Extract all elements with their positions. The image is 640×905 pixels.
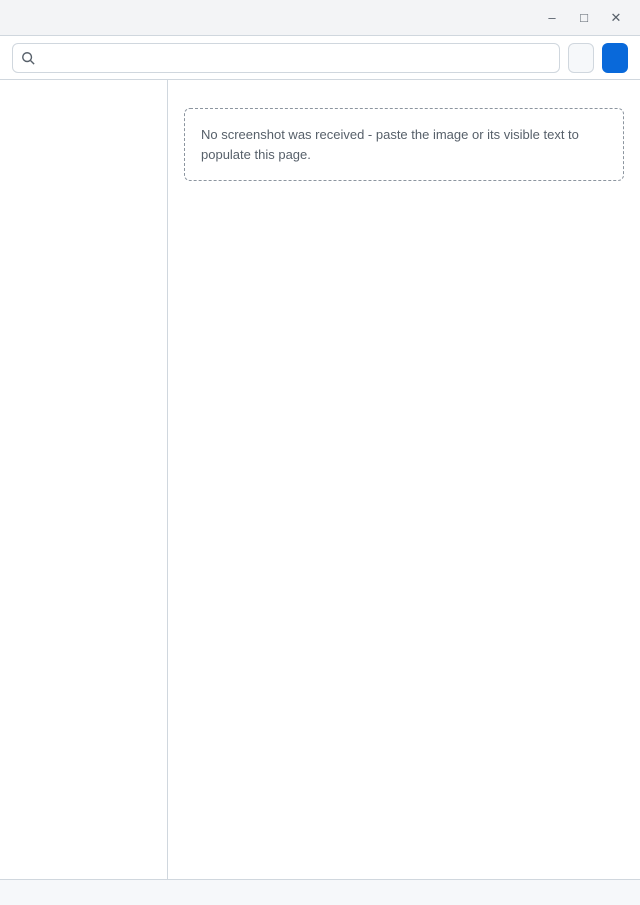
search-box [12,43,560,73]
status-bar [0,879,640,905]
primary-button[interactable] [602,43,628,73]
toolbar [0,36,640,80]
main-panel [168,80,640,879]
search-icon [21,51,35,65]
close-icon[interactable]: ✕ [610,9,622,25]
search-input[interactable] [41,50,551,65]
content-area [0,80,640,879]
maximize-icon[interactable]: □ [580,10,588,25]
secondary-button[interactable] [568,43,594,73]
title-bar [0,0,640,36]
minimize-icon[interactable]: – [548,10,556,25]
missing-screenshot-notice: No screenshot was received - paste the image or its visible text to populate this page. [184,108,624,181]
sidebar [0,80,168,879]
